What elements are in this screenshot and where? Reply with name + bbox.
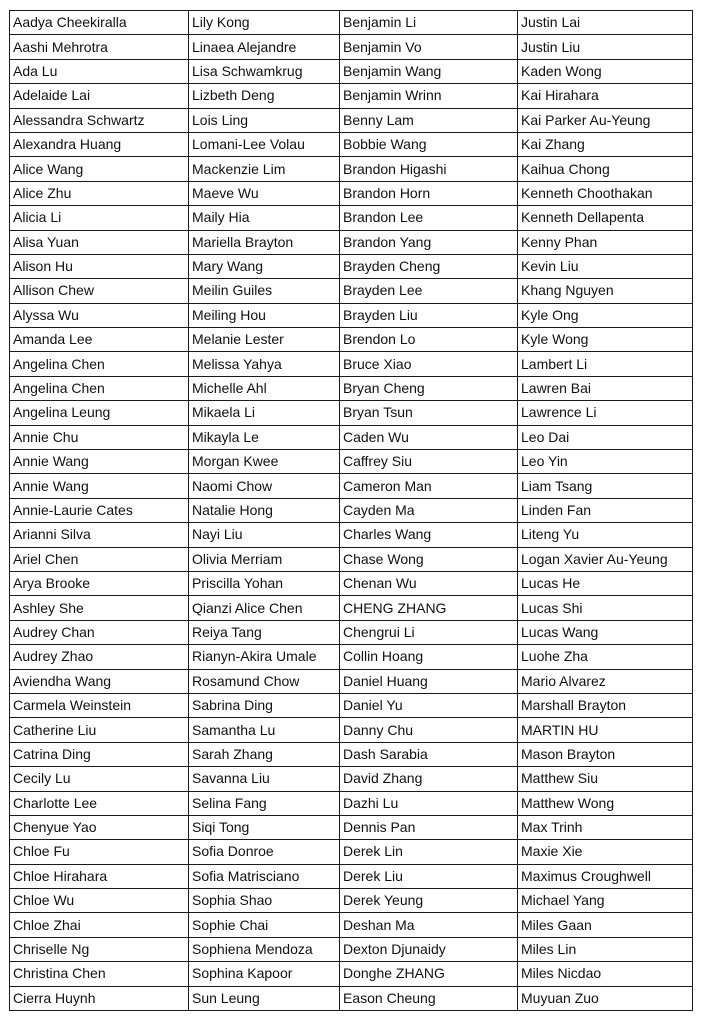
name-cell: Bobbie Wang	[340, 132, 518, 156]
name-cell: Samantha Lu	[189, 718, 340, 742]
name-cell: Lawren Bai	[518, 376, 693, 400]
table-row	[10, 889, 693, 913]
name-cell: Priscilla Yohan	[189, 571, 340, 595]
table-row	[10, 815, 693, 839]
name-cell: Chriselle Ng	[10, 937, 189, 961]
name-cell: Daniel Yu	[340, 693, 518, 717]
name-cell: Kenneth Choothakan	[518, 181, 693, 205]
name-cell: Charles Wang	[340, 523, 518, 547]
name-cell: Michelle Ahl	[189, 376, 340, 400]
name-cell: MARTIN HU	[518, 718, 693, 742]
table-row	[10, 864, 693, 888]
name-cell: Lily Kong	[189, 11, 340, 35]
name-cell: Aviendha Wang	[10, 669, 189, 693]
name-cell: Mikaela Li	[189, 401, 340, 425]
table-row	[10, 523, 693, 547]
name-cell: Daniel Huang	[340, 669, 518, 693]
table-row	[10, 913, 693, 937]
table-row	[10, 547, 693, 571]
name-cell: Angelina Chen	[10, 352, 189, 376]
name-cell: Kenny Phan	[518, 230, 693, 254]
name-cell: Benjamin Li	[340, 11, 518, 35]
table-row	[10, 571, 693, 595]
name-cell: Angelina Chen	[10, 376, 189, 400]
name-cell: Dexton Djunaidy	[340, 937, 518, 961]
name-cell: Lucas Shi	[518, 596, 693, 620]
table-row	[10, 498, 693, 522]
name-cell: Sofia Donroe	[189, 840, 340, 864]
table-row	[10, 84, 693, 108]
name-cell: Annie-Laurie Cates	[10, 498, 189, 522]
name-cell: Brandon Higashi	[340, 157, 518, 181]
table-row	[10, 181, 693, 205]
name-cell: Luohe Zha	[518, 645, 693, 669]
name-cell: Arya Brooke	[10, 571, 189, 595]
name-cell: Michael Yang	[518, 889, 693, 913]
name-cell: Qianzi Alice Chen	[189, 596, 340, 620]
name-cell: Mariella Brayton	[189, 230, 340, 254]
name-cell: Mario Alvarez	[518, 669, 693, 693]
name-cell: Mackenzie Lim	[189, 157, 340, 181]
table-row	[10, 474, 693, 498]
name-cell: Chase Wong	[340, 547, 518, 571]
table-row	[10, 767, 693, 791]
name-cell: Amanda Lee	[10, 328, 189, 352]
name-cell: Savanna Liu	[189, 767, 340, 791]
name-cell: Annie Chu	[10, 425, 189, 449]
table-row	[10, 35, 693, 59]
name-cell: Charlotte Lee	[10, 791, 189, 815]
table-row	[10, 206, 693, 230]
name-cell: Brayden Liu	[340, 303, 518, 327]
name-cell: Kyle Wong	[518, 328, 693, 352]
name-cell: Miles Lin	[518, 937, 693, 961]
name-cell: Alice Wang	[10, 157, 189, 181]
name-cell: Brayden Cheng	[340, 254, 518, 278]
name-cell: Khang Nguyen	[518, 279, 693, 303]
name-cell: Dennis Pan	[340, 815, 518, 839]
name-cell: Sophia Shao	[189, 889, 340, 913]
table-row	[10, 352, 693, 376]
name-cell: Lomani-Lee Volau	[189, 132, 340, 156]
table-row	[10, 157, 693, 181]
name-cell: Eason Cheung	[340, 986, 518, 1010]
name-cell: Deshan Ma	[340, 913, 518, 937]
name-cell: Brayden Lee	[340, 279, 518, 303]
name-cell: Chloe Fu	[10, 840, 189, 864]
name-cell: Meilin Guiles	[189, 279, 340, 303]
name-cell: Maxie Xie	[518, 840, 693, 864]
name-cell: Kai Parker Au-Yeung	[518, 108, 693, 132]
name-cell: Chloe Wu	[10, 889, 189, 913]
table-row	[10, 376, 693, 400]
name-cell: Justin Liu	[518, 35, 693, 59]
table-row	[10, 620, 693, 644]
name-cell: Kaihua Chong	[518, 157, 693, 181]
name-cell: Sophie Chai	[189, 913, 340, 937]
name-cell: Cayden Ma	[340, 498, 518, 522]
name-cell: Sabrina Ding	[189, 693, 340, 717]
name-cell: Lois Ling	[189, 108, 340, 132]
name-cell: Lambert Li	[518, 352, 693, 376]
name-cell: Mason Brayton	[518, 742, 693, 766]
name-cell: Brandon Horn	[340, 181, 518, 205]
name-cell: Catherine Liu	[10, 718, 189, 742]
name-cell: Lucas Wang	[518, 620, 693, 644]
table-row	[10, 840, 693, 864]
name-cell: Donghe ZHANG	[340, 962, 518, 986]
name-cell: Ada Lu	[10, 59, 189, 83]
name-cell: Alyssa Wu	[10, 303, 189, 327]
name-cell: Benjamin Wang	[340, 59, 518, 83]
name-cell: Alison Hu	[10, 254, 189, 278]
name-cell: Sarah Zhang	[189, 742, 340, 766]
name-cell: Brandon Lee	[340, 206, 518, 230]
name-cell: Matthew Wong	[518, 791, 693, 815]
name-cell: Olivia Merriam	[189, 547, 340, 571]
name-cell: Meiling Hou	[189, 303, 340, 327]
table-row	[10, 108, 693, 132]
table-row	[10, 254, 693, 278]
name-cell: Kaden Wong	[518, 59, 693, 83]
table-row	[10, 645, 693, 669]
name-cell: Miles Gaan	[518, 913, 693, 937]
name-cell: Leo Dai	[518, 425, 693, 449]
name-cell: Sofia Matrisciano	[189, 864, 340, 888]
name-cell: Sophiena Mendoza	[189, 937, 340, 961]
name-cell: Annie Wang	[10, 450, 189, 474]
name-cell: Bryan Tsun	[340, 401, 518, 425]
name-cell: Miles Nicdao	[518, 962, 693, 986]
name-cell: Aashi Mehrotra	[10, 35, 189, 59]
table-row	[10, 425, 693, 449]
name-cell: Angelina Leung	[10, 401, 189, 425]
table-row	[10, 937, 693, 961]
table-row	[10, 450, 693, 474]
name-cell: Chenan Wu	[340, 571, 518, 595]
name-cell: Alexandra Huang	[10, 132, 189, 156]
name-cell: Christina Chen	[10, 962, 189, 986]
name-cell: Mary Wang	[189, 254, 340, 278]
name-cell: Chloe Hirahara	[10, 864, 189, 888]
table-row	[10, 230, 693, 254]
name-cell: Audrey Chan	[10, 620, 189, 644]
name-cell: Benjamin Wrinn	[340, 84, 518, 108]
table-row	[10, 328, 693, 352]
name-cell: Cecily Lu	[10, 767, 189, 791]
name-cell: Cierra Huynh	[10, 986, 189, 1010]
name-cell: Liam Tsang	[518, 474, 693, 498]
name-cell: Maeve Wu	[189, 181, 340, 205]
name-cell: Alicia Li	[10, 206, 189, 230]
table-row	[10, 303, 693, 327]
name-cell: Alice Zhu	[10, 181, 189, 205]
name-cell: Rianyn-Akira Umale	[189, 645, 340, 669]
table-row	[10, 401, 693, 425]
name-cell: Linden Fan	[518, 498, 693, 522]
name-cell: Chengrui Li	[340, 620, 518, 644]
name-cell: Nayi Liu	[189, 523, 340, 547]
name-cell: Reiya Tang	[189, 620, 340, 644]
name-cell: Arianni Silva	[10, 523, 189, 547]
name-cell: Lucas He	[518, 571, 693, 595]
name-cell: Annie Wang	[10, 474, 189, 498]
name-table-body	[10, 11, 693, 1011]
name-cell: Allison Chew	[10, 279, 189, 303]
name-cell: Melissa Yahya	[189, 352, 340, 376]
name-cell: Aadya Cheekiralla	[10, 11, 189, 35]
name-cell: Maximus Croughwell	[518, 864, 693, 888]
name-cell: Linaea Alejandre	[189, 35, 340, 59]
name-cell: Justin Lai	[518, 11, 693, 35]
name-cell: Sun Leung	[189, 986, 340, 1010]
table-row	[10, 11, 693, 35]
name-cell: Derek Yeung	[340, 889, 518, 913]
name-cell: Kai Zhang	[518, 132, 693, 156]
name-cell: Caden Wu	[340, 425, 518, 449]
name-cell: Lisa Schwamkrug	[189, 59, 340, 83]
name-cell: Ashley She	[10, 596, 189, 620]
name-cell: Bruce Xiao	[340, 352, 518, 376]
name-cell: Selina Fang	[189, 791, 340, 815]
table-row	[10, 279, 693, 303]
name-table	[9, 10, 693, 1011]
name-cell: Lizbeth Deng	[189, 84, 340, 108]
name-cell: Kyle Ong	[518, 303, 693, 327]
name-cell: Sophina Kapoor	[189, 962, 340, 986]
table-row	[10, 132, 693, 156]
name-cell: Alessandra Schwartz	[10, 108, 189, 132]
table-row	[10, 596, 693, 620]
table-row	[10, 693, 693, 717]
name-cell: Marshall Brayton	[518, 693, 693, 717]
name-cell: Chenyue Yao	[10, 815, 189, 839]
table-row	[10, 791, 693, 815]
name-cell: Catrina Ding	[10, 742, 189, 766]
name-cell: Kai Hirahara	[518, 84, 693, 108]
name-cell: Carmela Weinstein	[10, 693, 189, 717]
name-cell: Melanie Lester	[189, 328, 340, 352]
name-cell: Derek Liu	[340, 864, 518, 888]
name-cell: Ariel Chen	[10, 547, 189, 571]
name-cell: Kevin Liu	[518, 254, 693, 278]
name-cell: Brandon Yang	[340, 230, 518, 254]
name-cell: Mikayla Le	[189, 425, 340, 449]
name-cell: Alisa Yuan	[10, 230, 189, 254]
name-cell: Liteng Yu	[518, 523, 693, 547]
name-cell: Brendon Lo	[340, 328, 518, 352]
name-cell: Dazhi Lu	[340, 791, 518, 815]
name-cell: Muyuan Zuo	[518, 986, 693, 1010]
name-cell: Kenneth Dellapenta	[518, 206, 693, 230]
name-cell: Natalie Hong	[189, 498, 340, 522]
name-cell: Benny Lam	[340, 108, 518, 132]
name-cell: Naomi Chow	[189, 474, 340, 498]
name-cell: Cameron Man	[340, 474, 518, 498]
name-cell: Maily Hia	[189, 206, 340, 230]
table-row	[10, 742, 693, 766]
table-row	[10, 986, 693, 1010]
name-cell: Max Trinh	[518, 815, 693, 839]
name-cell: Audrey Zhao	[10, 645, 189, 669]
name-cell: Morgan Kwee	[189, 450, 340, 474]
table-row	[10, 59, 693, 83]
name-cell: Collin Hoang	[340, 645, 518, 669]
name-cell: Adelaide Lai	[10, 84, 189, 108]
name-cell: Matthew Siu	[518, 767, 693, 791]
table-row	[10, 962, 693, 986]
name-cell: Dash Sarabia	[340, 742, 518, 766]
name-cell: Chloe Zhai	[10, 913, 189, 937]
name-cell: Lawrence Li	[518, 401, 693, 425]
name-cell: Siqi Tong	[189, 815, 340, 839]
name-cell: Logan Xavier Au-Yeung	[518, 547, 693, 571]
table-row	[10, 669, 693, 693]
name-cell: Caffrey Siu	[340, 450, 518, 474]
table-row	[10, 718, 693, 742]
name-cell: David Zhang	[340, 767, 518, 791]
name-cell: Bryan Cheng	[340, 376, 518, 400]
name-cell: Derek Lin	[340, 840, 518, 864]
name-cell: CHENG ZHANG	[340, 596, 518, 620]
name-cell: Leo Yin	[518, 450, 693, 474]
name-cell: Rosamund Chow	[189, 669, 340, 693]
name-cell: Danny Chu	[340, 718, 518, 742]
name-cell: Benjamin Vo	[340, 35, 518, 59]
